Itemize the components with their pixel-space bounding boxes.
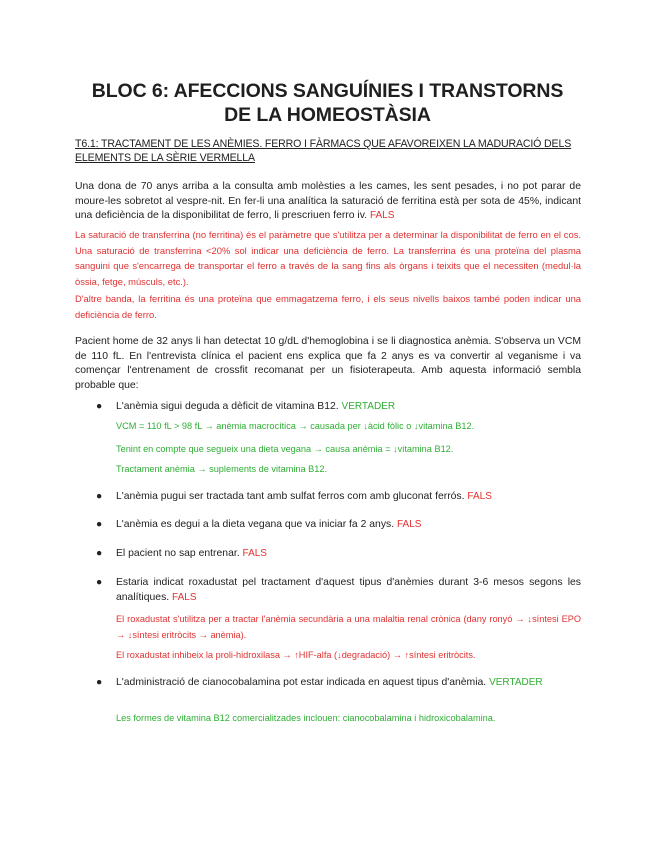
case1-verdict: FALS <box>369 210 395 222</box>
option-verdict: FALS <box>397 519 422 530</box>
option-item-5 <box>116 576 581 605</box>
title-line-1: BLOC 6: AFECCIONS SANGUÍNIES I TRANSTORNS <box>91 80 564 102</box>
option-verdict: FALS <box>172 591 197 603</box>
option-text: L'administració de cianocobalamina pot estar indicada en aquest tipus d'anèmia. <box>116 677 487 688</box>
option-text: L'anèmia pugui ser tractada tant amb sulfat ferros com amb gluconat ferrós. <box>116 491 465 502</box>
section-heading: T6.1: TRACTAMENT DE LES ANÈMIES. FERRO I FÀRMACS QUE AFAVOREIXEN LA MADURACIÓ DELS ELEMENTS DE LA SÈRIE VERMELLA <box>75 138 572 164</box>
bullet-marker: ● <box>96 677 103 688</box>
option-1-note-3: Tractament anèmia → suplements de vitamina B12. <box>116 464 328 474</box>
option-verdict: FALS <box>242 548 267 559</box>
case1-explanation-1: La saturació de transferrina (no ferritina) és el paràmetre que s'utilitza per a determinar la disponibilitat de ferro en el cos. Una saturació de transferrina <20% sol indicar una deficiència de ferro. La transferrina és una proteïna del plasma sanguini que s'encarrega de transportar el ferro a través de la sang fins als òrgans i teixits que el necessiten (medul·la òssia, fetge, músculs, etc.). <box>75 229 581 287</box>
bullet-marker: ● <box>96 491 103 502</box>
option-item-6 <box>116 676 581 691</box>
option-text: Estaria indicat roxadustat pel tractament d'aquest tipus d'anèmies durant 3-6 mesos segons les analítiques. <box>116 577 581 603</box>
option-6-note-1: Les formes de vitamina B12 comercialitzades inclouen: cianocobalamina i hidroxicobalamina. <box>116 713 496 723</box>
bullet-marker: ● <box>96 577 103 588</box>
option-verdict: FALS <box>467 491 492 502</box>
option-item-2 <box>116 490 581 505</box>
bullet-marker: ● <box>96 548 103 559</box>
option-item-4 <box>116 547 581 562</box>
case1-text: Una dona de 70 anys arriba a la consulta amb molèsties a les cames, les sent pesades, i no pot parar de moure-les sobretot al vespre-nit. En fer-li una analítica la saturació de ferritina està per sota de 45%, indicant una deficiència de la disponibilitat de ferro, li prescriuen ferro iv. <box>75 181 581 222</box>
case1-statement <box>75 180 581 224</box>
option-item-3 <box>116 518 581 533</box>
option-5-note-1: El roxadustat s'utilitza per a tractar l'anèmia secundària a una malaltia renal crònica (dany ronyó → ↓síntesi EPO → ↓síntesi eritròcits → anèmia). <box>116 614 581 640</box>
option-verdict: VERTADER <box>489 677 543 688</box>
bullet-marker: ● <box>96 401 103 412</box>
bullet-marker: ● <box>96 519 103 530</box>
option-5-note-2: El roxadustat inhibeix la proli-hidroxilasa → ↑HIF-alfa (↓degradació) → ↑síntesi eritròcits. <box>116 650 476 660</box>
option-text: El pacient no sap entrenar. <box>116 548 240 559</box>
option-text: L'anèmia es degui a la dieta vegana que va iniciar fa 2 anys. <box>116 519 395 530</box>
document-title <box>60 79 595 127</box>
option-text: L'anèmia sigui deguda a dèficit de vitamina B12. <box>116 401 339 412</box>
option-1-note-1: VCM = 110 fL > 98 fL → anèmia macrocítica → causada per ↓àcid fòlic o ↓vitamina B12. <box>116 421 475 431</box>
title-line-2: DE LA HOMEOSTÀSIA <box>224 104 431 126</box>
case1-explanation-2: D'altre banda, la ferritina és una proteïna que emmagatzema ferro, i els seus nivells baixos també poden indicar una deficiència de ferro. <box>75 293 581 320</box>
option-verdict: VERTADER <box>341 401 396 412</box>
option-item-1 <box>116 400 581 415</box>
case2-statement: Pacient home de 32 anys li han detectat 10 g/dL d'hemoglobina i se li diagnostica anèmia. S'observa un VCM de 110 fL. En l'entrevista clínica el pacient ens explica que fa 2 anys es va convertir al veganisme i va començar l'entrenament de crossfit recomanat per un fisioterapeuta. Amb aquesta informació sembla probable que: <box>75 336 581 391</box>
option-1-note-2: Tenint en compte que segueix una dieta vegana → causa anèmia = ↓vitamina B12. <box>116 444 454 454</box>
